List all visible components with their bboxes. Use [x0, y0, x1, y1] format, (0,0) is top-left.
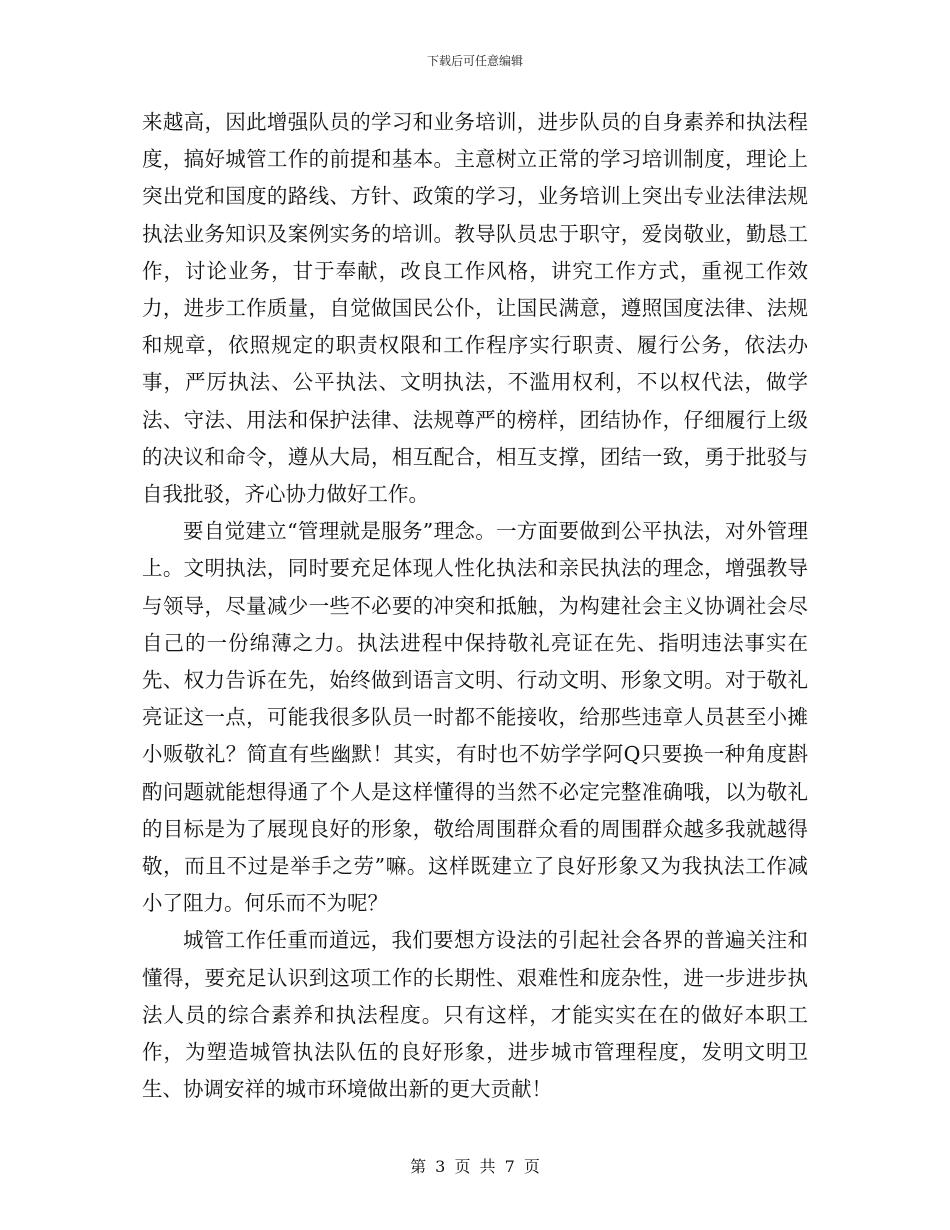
paragraph-conclusion: 城管工作任重而道远，我们要想方设法的引起社会各界的普遍关注和懂得，要充足认识到这项工作的长期性、艰难性和庞杂性，进一步进步执法人员的综合素养和执法程度。只有这样，才能实实在在的做好本职工作，为塑造城管执法队伍的良好形象，进步城市管理程度，发明文明卫生、协调安祥的城市环境做出新的更大贡献！: [142, 928, 808, 1102]
paragraph-service-concept: 要自觉建立“管理就是服务”理念。一方面要做到公平执法，对外管理上。文明执法，同时要充足体现人性化执法和亲民执法的理念，增强教导与领导，尽量减少一些不必要的冲突和抵触，为构建社会主义协调社会尽自己的一份绵薄之力。执法进程中保持敬礼亮证在先、指明违法事实在先、权力告诉在先，始终做到语言文明、行动文明、形象文明。对于敬礼亮证这一点，可能我很多队员一时都不能接收，给那些违章人员甚至小摊小贩敬礼？简直有些幽默！其实，有时也不妨学学阿Q只要换一种角度斟酌问题就能想得通了个人是这样懂得的当然不必定完整准确哦，以为敬礼的目标是为了展现良好的形象，敬给周围群众看的周围群众越多我就越得敬，而且不过是举手之劳”嘛。这样既建立了良好形象又为我执法工作减小了阻力。何乐而不为呢？: [142, 519, 808, 916]
document-body: [142, 104, 808, 1108]
page-header: 下载后可任意编辑: [426, 54, 523, 68]
page-number-footer: 第 3 页 共 7 页: [410, 1157, 540, 1176]
paragraph-continuation: 来越高，因此增强队员的学习和业务培训，进步队员的自身素养和执法程度，搞好城管工作的前提和基本。主意树立正常的学习培训制度，理论上突出党和国度的路线、方针、政策的学习，业务培训上突出专业法律法规执法业务知识及案例实务的培训。教导队员忠于职守，爱岗敬业，勤恳工作，讨论业务，甘于奉献，改良工作风格，讲究工作方式，重视工作效力，进步工作质量，自觉做国民公仆，让国民满意，遵照国度法律、法规和规章，依照规定的职责权限和工作程序实行职责、履行公务，依法办事，严厉执法、公平执法、文明执法，不滥用权利，不以权代法，做学法、守法、用法和保护法律、法规尊严的榜样，团结协作，仔细履行上级的决议和命令，遵从大局，相互配合，相互支撑，团结一致，勇于批驳与自我批驳，齐心协力做好工作。: [142, 110, 808, 507]
